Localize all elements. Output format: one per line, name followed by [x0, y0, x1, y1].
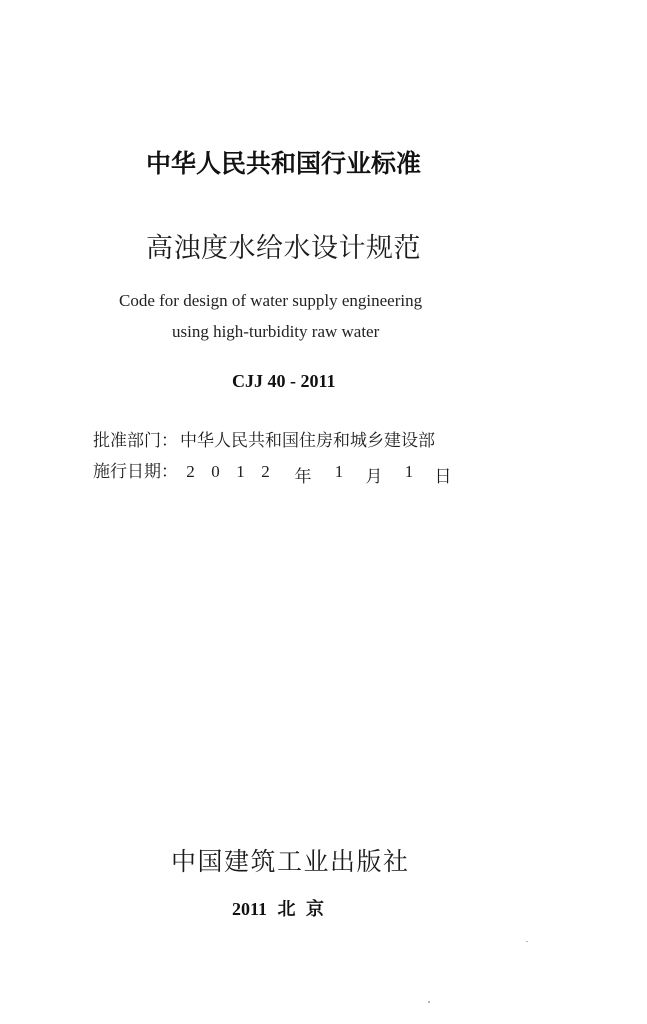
publisher-name: 中国建筑工业出版社	[171, 847, 410, 876]
date-digit: 2	[186, 462, 195, 481]
standard-category-heading: 中华人民共和国行业标准	[146, 149, 422, 178]
effective-date-value	[178, 462, 466, 487]
date-digit: 1	[404, 462, 414, 481]
date-digit: 1	[236, 462, 245, 481]
date-day-char: 日	[434, 467, 452, 487]
approval-department-value: 中华人民共和国住房和城乡建设部	[180, 431, 435, 451]
document-title-english-line-2: using high-turbidity raw water	[172, 322, 380, 341]
date-digit: 1	[334, 462, 344, 481]
date-year-char: 年	[294, 467, 312, 487]
date-month-char: 月	[365, 467, 383, 487]
approval-department-label: 批准部门：	[93, 431, 178, 451]
effective-date-row	[93, 457, 466, 487]
effective-date-label: 施行日期：	[93, 462, 178, 482]
approval-department-row	[93, 426, 435, 451]
standard-code-number: CJJ 40 - 2011	[232, 371, 336, 391]
document-title-chinese: 高浊度水给水设计规范	[146, 233, 421, 264]
date-digit: 0	[211, 462, 220, 481]
scan-speck	[428, 1001, 430, 1003]
scan-speck	[526, 941, 528, 942]
date-digit: 2	[261, 462, 270, 481]
document-title-english-line-1: Code for design of water supply engineering	[119, 291, 423, 310]
publication-year-place: 2011 北 京	[232, 899, 325, 919]
